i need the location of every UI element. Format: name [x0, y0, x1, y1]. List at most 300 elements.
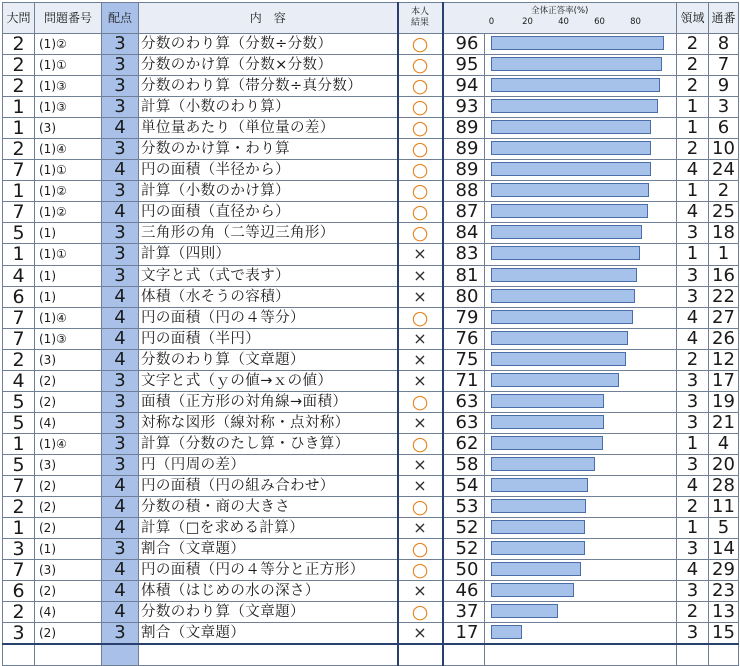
rate-axis-title: 全体正答率(%)	[531, 6, 589, 16]
table-row	[3, 602, 739, 623]
content-cell: 分数のわり算（分数÷分数）	[139, 34, 398, 55]
axis-tick-20: 20	[522, 17, 533, 27]
points-cell: 3	[102, 539, 139, 560]
dai-cell: 1	[3, 244, 35, 265]
points-cell: 4	[102, 581, 139, 602]
question-number-cell: (1)②	[35, 34, 102, 55]
rate-value-label: 52	[443, 518, 485, 539]
empty-cell	[102, 644, 139, 666]
area-cell: 1	[677, 244, 709, 265]
dai-cell: 1	[3, 433, 35, 454]
area-cell: 3	[677, 412, 709, 433]
dai-cell: 2	[3, 602, 35, 623]
question-number-cell: (1)①	[35, 160, 102, 181]
table-row	[3, 391, 739, 412]
rate-bar	[491, 141, 651, 155]
area-cell: 4	[677, 475, 709, 496]
area-cell: 4	[677, 328, 709, 349]
question-number-cell: (3)	[35, 560, 102, 581]
table-row	[3, 581, 739, 602]
points-cell: 3	[102, 623, 139, 645]
question-number-cell: (1)	[35, 265, 102, 286]
rate-bar-cell	[485, 475, 677, 496]
serial-cell: 19	[709, 391, 739, 412]
serial-cell: 28	[709, 475, 739, 496]
content-cell: 対称な図形（線対称・点対称）	[139, 412, 398, 433]
rate-bar	[491, 289, 635, 303]
empty-cell	[709, 644, 739, 666]
rate-bar	[491, 204, 648, 218]
correct-mark: ○	[398, 391, 443, 412]
table-row	[3, 55, 739, 76]
dai-cell: 3	[3, 623, 35, 645]
rate-bar-cell	[485, 602, 677, 623]
rate-value-label: 80	[443, 286, 485, 307]
rate-bar	[491, 57, 662, 71]
rate-bar-cell	[485, 560, 677, 581]
rate-bar	[491, 415, 604, 429]
header-num: 問題番号	[35, 3, 102, 34]
question-number-cell: (2)	[35, 370, 102, 391]
points-cell: 3	[102, 412, 139, 433]
rate-bar-cell	[485, 265, 677, 286]
table-row	[3, 265, 739, 286]
question-number-cell: (2)	[35, 518, 102, 539]
question-number-cell: (1)④	[35, 307, 102, 328]
dai-cell: 1	[3, 181, 35, 202]
wrong-mark: ×	[398, 412, 443, 433]
serial-cell: 11	[709, 497, 739, 518]
table-row	[3, 497, 739, 518]
correct-mark: ○	[398, 307, 443, 328]
table-row	[3, 539, 739, 560]
serial-cell: 12	[709, 349, 739, 370]
rate-bar-cell	[485, 160, 677, 181]
content-cell: 文字と式（ｙの値→ｘの値）	[139, 370, 398, 391]
rate-value-label: 17	[443, 623, 485, 645]
dai-cell: 5	[3, 391, 35, 412]
rate-bar	[491, 520, 585, 534]
rate-value-label: 88	[443, 181, 485, 202]
question-number-cell: (2)	[35, 581, 102, 602]
rate-bar	[491, 583, 574, 597]
table-row	[3, 160, 739, 181]
axis-tick-80: 80	[630, 17, 641, 27]
rate-bar	[491, 436, 603, 450]
rate-bar-cell	[485, 76, 677, 97]
empty-cell	[139, 644, 398, 666]
dai-cell: 2	[3, 76, 35, 97]
rate-bar-cell	[485, 244, 677, 265]
header-pts: 配点	[102, 3, 139, 34]
header-title: 内 容	[139, 3, 398, 34]
dai-cell: 2	[3, 34, 35, 55]
content-cell: 円の面積（円の４等分と正方形）	[139, 560, 398, 581]
rate-bar-cell	[485, 202, 677, 223]
content-cell: 三角形の角（二等辺三角形）	[139, 223, 398, 244]
wrong-mark: ×	[398, 475, 443, 496]
correct-mark: ○	[398, 202, 443, 223]
empty-row	[3, 644, 739, 666]
serial-cell: 22	[709, 286, 739, 307]
rate-bar-cell	[485, 412, 677, 433]
table-row	[3, 223, 739, 244]
points-cell: 3	[102, 391, 139, 412]
area-cell: 1	[677, 433, 709, 454]
points-cell: 4	[102, 307, 139, 328]
points-cell: 4	[102, 349, 139, 370]
rate-bar	[491, 352, 626, 366]
correct-mark: ○	[398, 76, 443, 97]
correct-mark: ○	[398, 97, 443, 118]
question-number-cell: (2)	[35, 497, 102, 518]
area-cell: 3	[677, 454, 709, 475]
rate-bar-cell	[485, 391, 677, 412]
wrong-mark: ×	[398, 623, 443, 645]
table-row	[3, 433, 739, 454]
table-row	[3, 118, 739, 139]
rate-value-label: 89	[443, 118, 485, 139]
rate-bar	[491, 99, 658, 113]
wrong-mark: ×	[398, 265, 443, 286]
rate-value-label: 58	[443, 454, 485, 475]
points-cell: 4	[102, 202, 139, 223]
area-cell: 2	[677, 349, 709, 370]
dai-cell: 1	[3, 118, 35, 139]
correct-mark: ○	[398, 539, 443, 560]
serial-cell: 10	[709, 139, 739, 160]
points-cell: 3	[102, 244, 139, 265]
rate-bar	[491, 394, 604, 408]
points-cell: 3	[102, 454, 139, 475]
area-cell: 4	[677, 160, 709, 181]
dai-cell: 5	[3, 223, 35, 244]
rate-value-label: 96	[443, 34, 485, 55]
rate-bar	[491, 478, 588, 492]
area-cell: 3	[677, 539, 709, 560]
rate-bar-cell	[485, 433, 677, 454]
correct-mark: ○	[398, 139, 443, 160]
serial-cell: 25	[709, 202, 739, 223]
points-cell: 3	[102, 139, 139, 160]
header-rate	[443, 3, 677, 34]
wrong-mark: ×	[398, 349, 443, 370]
dai-cell: 7	[3, 202, 35, 223]
dai-cell: 7	[3, 328, 35, 349]
area-cell: 3	[677, 265, 709, 286]
header-row	[3, 3, 739, 34]
dai-cell: 1	[3, 97, 35, 118]
area-cell: 1	[677, 118, 709, 139]
rate-bar-cell	[485, 349, 677, 370]
rate-value-label: 95	[443, 55, 485, 76]
area-cell: 4	[677, 560, 709, 581]
points-cell: 4	[102, 497, 139, 518]
question-number-cell: (1)①	[35, 55, 102, 76]
table-row	[3, 97, 739, 118]
dai-cell: 7	[3, 560, 35, 581]
table-row	[3, 518, 739, 539]
rate-bar	[491, 120, 651, 134]
rate-value-label: 79	[443, 307, 485, 328]
dai-cell: 4	[3, 265, 35, 286]
table-row	[3, 139, 739, 160]
content-cell: 円の面積（直径から）	[139, 202, 398, 223]
dai-cell: 7	[3, 307, 35, 328]
question-number-cell: (1)③	[35, 328, 102, 349]
rate-bar	[491, 36, 664, 50]
serial-cell: 9	[709, 76, 739, 97]
points-cell: 4	[102, 328, 139, 349]
rate-value-label: 89	[443, 160, 485, 181]
question-number-cell: (2)	[35, 623, 102, 645]
question-number-cell: (3)	[35, 349, 102, 370]
table-row	[3, 244, 739, 265]
points-cell: 4	[102, 160, 139, 181]
points-cell: 4	[102, 518, 139, 539]
empty-cell	[443, 644, 485, 666]
table-row	[3, 328, 739, 349]
question-number-cell: (3)	[35, 454, 102, 475]
correct-mark: ○	[398, 560, 443, 581]
rate-bar	[491, 604, 558, 618]
question-number-cell: (3)	[35, 118, 102, 139]
rate-value-label: 50	[443, 560, 485, 581]
question-number-cell: (2)	[35, 475, 102, 496]
points-cell: 4	[102, 286, 139, 307]
table-row	[3, 307, 739, 328]
correct-mark: ○	[398, 34, 443, 55]
rate-bar-cell	[485, 181, 677, 202]
rate-bar	[491, 162, 651, 176]
rate-value-label: 81	[443, 265, 485, 286]
dai-cell: 2	[3, 349, 35, 370]
area-cell: 2	[677, 76, 709, 97]
rate-value-label: 62	[443, 433, 485, 454]
correct-mark: ○	[398, 160, 443, 181]
header-result-line1: 本人	[410, 7, 429, 17]
correct-mark: ○	[398, 55, 443, 76]
dai-cell: 6	[3, 286, 35, 307]
serial-cell: 5	[709, 518, 739, 539]
content-cell: 割合（文章題）	[139, 623, 398, 645]
question-number-cell: (4)	[35, 602, 102, 623]
dai-cell: 3	[3, 539, 35, 560]
serial-cell: 13	[709, 602, 739, 623]
points-cell: 4	[102, 118, 139, 139]
points-cell: 3	[102, 265, 139, 286]
area-cell: 1	[677, 518, 709, 539]
rate-value-label: 87	[443, 202, 485, 223]
area-cell: 4	[677, 307, 709, 328]
empty-cell	[35, 644, 102, 666]
content-cell: 面積（正方形の対角線→面積）	[139, 391, 398, 412]
table-row	[3, 560, 739, 581]
rate-bar	[491, 499, 586, 513]
header-result	[398, 3, 443, 34]
rate-bar-cell	[485, 623, 677, 645]
question-number-cell: (1)④	[35, 139, 102, 160]
axis-tick-0: 0	[488, 17, 495, 27]
question-number-cell: (1)	[35, 223, 102, 244]
rate-bar	[491, 331, 628, 345]
dai-cell: 4	[3, 370, 35, 391]
rate-bar-cell	[485, 97, 677, 118]
serial-cell: 15	[709, 623, 739, 645]
rate-value-label: 53	[443, 497, 485, 518]
points-cell: 3	[102, 370, 139, 391]
table-row	[3, 349, 739, 370]
dai-cell: 7	[3, 475, 35, 496]
empty-cell	[398, 644, 443, 666]
points-cell: 3	[102, 55, 139, 76]
points-cell: 3	[102, 97, 139, 118]
correct-mark: ○	[398, 223, 443, 244]
rate-bar	[491, 541, 585, 555]
content-cell: 分数の積・商の大きさ	[139, 497, 398, 518]
points-cell: 3	[102, 433, 139, 454]
content-cell: 文字と式（式で表す）	[139, 265, 398, 286]
content-cell: 計算（□を求める計算）	[139, 518, 398, 539]
question-number-cell: (1)②	[35, 181, 102, 202]
dai-cell: 6	[3, 581, 35, 602]
wrong-mark: ×	[398, 244, 443, 265]
area-cell: 1	[677, 97, 709, 118]
content-cell: 計算（小数のわり算）	[139, 97, 398, 118]
question-number-cell: (1)④	[35, 433, 102, 454]
rate-bar-cell	[485, 286, 677, 307]
content-cell: 計算（小数のかけ算）	[139, 181, 398, 202]
serial-cell: 16	[709, 265, 739, 286]
area-cell: 3	[677, 623, 709, 645]
question-number-cell: (4)	[35, 412, 102, 433]
area-cell: 3	[677, 286, 709, 307]
content-cell: 分数のかけ算（分数×分数）	[139, 55, 398, 76]
table-row	[3, 623, 739, 645]
axis-tick-60: 60	[594, 17, 605, 27]
serial-cell: 4	[709, 433, 739, 454]
question-number-cell: (1)③	[35, 76, 102, 97]
rate-bar-cell	[485, 497, 677, 518]
rate-bar-cell	[485, 581, 677, 602]
serial-cell: 20	[709, 454, 739, 475]
points-cell: 4	[102, 475, 139, 496]
serial-cell: 27	[709, 307, 739, 328]
rate-axis	[444, 3, 677, 33]
rate-bar-cell	[485, 307, 677, 328]
rate-bar	[491, 457, 595, 471]
question-number-cell: (1)②	[35, 202, 102, 223]
serial-cell: 7	[709, 55, 739, 76]
table-row	[3, 454, 739, 475]
points-cell: 4	[102, 602, 139, 623]
rate-bar	[491, 625, 522, 639]
points-cell: 3	[102, 34, 139, 55]
area-cell: 3	[677, 391, 709, 412]
serial-cell: 8	[709, 34, 739, 55]
area-cell: 3	[677, 223, 709, 244]
question-number-cell: (1)①	[35, 244, 102, 265]
wrong-mark: ×	[398, 370, 443, 391]
correct-mark: ○	[398, 433, 443, 454]
wrong-mark: ×	[398, 581, 443, 602]
score-report-sheet	[2, 2, 738, 645]
rate-value-label: 89	[443, 139, 485, 160]
points-cell: 3	[102, 76, 139, 97]
area-cell: 2	[677, 497, 709, 518]
table-row	[3, 181, 739, 202]
rate-value-label: 84	[443, 223, 485, 244]
question-number-cell: (1)③	[35, 97, 102, 118]
wrong-mark: ×	[398, 328, 443, 349]
rate-bar	[491, 562, 581, 576]
table-row	[3, 34, 739, 55]
correct-mark: ○	[398, 181, 443, 202]
wrong-mark: ×	[398, 454, 443, 475]
rate-bar	[491, 225, 642, 239]
rate-value-label: 71	[443, 370, 485, 391]
points-cell: 3	[102, 223, 139, 244]
content-cell: 計算（分数のたし算・ひき算）	[139, 433, 398, 454]
rate-bar-cell	[485, 518, 677, 539]
area-cell: 2	[677, 55, 709, 76]
dai-cell: 1	[3, 518, 35, 539]
table-row	[3, 475, 739, 496]
rate-bar-cell	[485, 539, 677, 560]
content-cell: 円の面積（円の組み合わせ）	[139, 475, 398, 496]
serial-cell: 14	[709, 539, 739, 560]
content-cell: 分数のわり算（帯分数÷真分数）	[139, 76, 398, 97]
content-cell: 分数のかけ算・わり算	[139, 139, 398, 160]
area-cell: 2	[677, 34, 709, 55]
area-cell: 2	[677, 602, 709, 623]
content-cell: 割合（文章題）	[139, 539, 398, 560]
content-cell: 分数のわり算（文章題）	[139, 349, 398, 370]
serial-cell: 2	[709, 181, 739, 202]
content-cell: 円の面積（半円）	[139, 328, 398, 349]
area-cell: 4	[677, 202, 709, 223]
dai-cell: 5	[3, 412, 35, 433]
rate-bar-cell	[485, 118, 677, 139]
area-cell: 3	[677, 581, 709, 602]
rate-value-label: 83	[443, 244, 485, 265]
question-number-cell: (1)	[35, 286, 102, 307]
rate-value-label: 75	[443, 349, 485, 370]
rate-value-label: 46	[443, 581, 485, 602]
rate-bar-cell	[485, 139, 677, 160]
content-cell: 体積（はじめの水の深さ）	[139, 581, 398, 602]
rate-bar-cell	[485, 55, 677, 76]
serial-cell: 17	[709, 370, 739, 391]
rate-value-label: 63	[443, 391, 485, 412]
table-row	[3, 412, 739, 433]
content-cell: 円の面積（半径から）	[139, 160, 398, 181]
rate-value-label: 94	[443, 76, 485, 97]
rate-bar	[491, 78, 660, 92]
content-cell: 単位量あたり（単位量の差）	[139, 118, 398, 139]
rate-bar-cell	[485, 328, 677, 349]
serial-cell: 18	[709, 223, 739, 244]
empty-cell	[677, 644, 709, 666]
wrong-mark: ×	[398, 286, 443, 307]
serial-cell: 6	[709, 118, 739, 139]
rate-bar	[491, 183, 649, 197]
serial-cell: 24	[709, 160, 739, 181]
area-cell: 3	[677, 370, 709, 391]
content-cell: 円の面積（円の４等分）	[139, 307, 398, 328]
question-number-cell: (2)	[35, 391, 102, 412]
wrong-mark: ×	[398, 518, 443, 539]
